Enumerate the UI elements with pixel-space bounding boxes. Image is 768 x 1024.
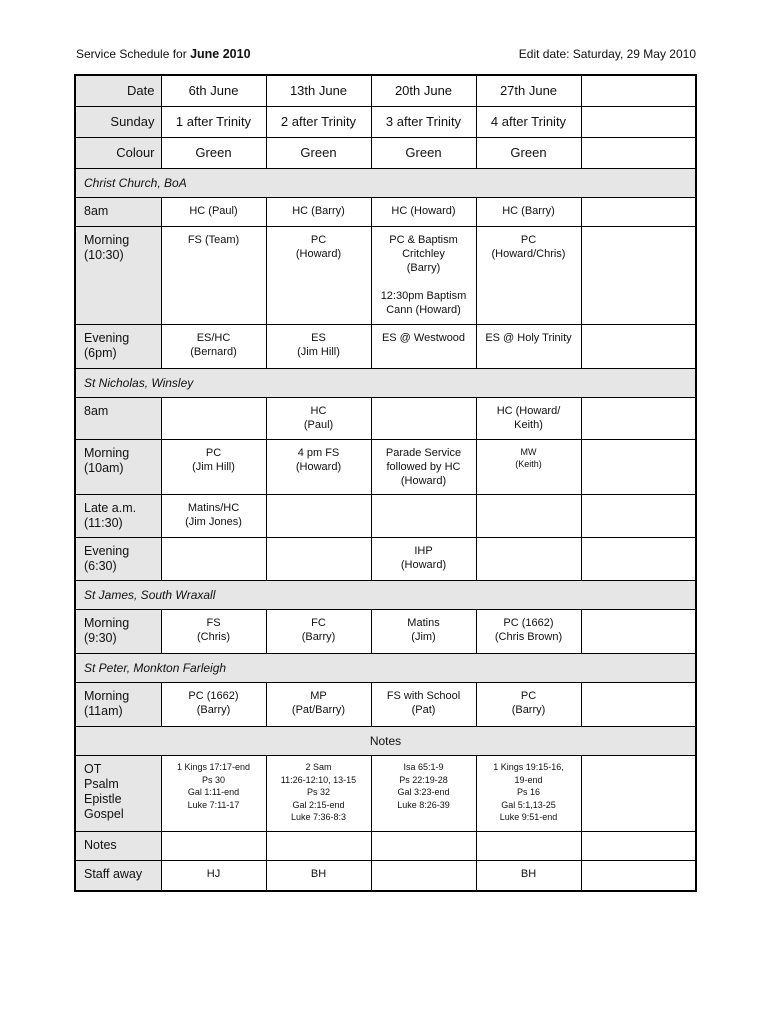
section-title: St James, South Wraxall bbox=[75, 581, 696, 610]
sunday-cell bbox=[581, 107, 696, 138]
service-cell: ES @ Westwood bbox=[381, 332, 466, 344]
date-cell bbox=[581, 75, 696, 107]
readings-label: OT Psalm Epistle Gospel bbox=[84, 762, 124, 821]
date-cell: 13th June bbox=[266, 75, 371, 107]
readings-cell: Isa 65:1-9 Ps 22:19-28 Gal 3:23-end Luke 8:26-39 bbox=[397, 762, 450, 810]
notes-header-row bbox=[75, 727, 696, 756]
service-cell: PC (1662) (Chris Brown) bbox=[494, 617, 563, 643]
service-cell: Matins (Jim) bbox=[407, 617, 440, 643]
service-cell: PC (1662) (Barry) bbox=[188, 690, 239, 716]
service-row bbox=[75, 538, 696, 581]
service-cell: PC (Howard/Chris) bbox=[491, 234, 566, 260]
row-label: Morning (11am) bbox=[84, 689, 130, 718]
row-label: Morning (9:30) bbox=[84, 616, 130, 645]
service-cell: PC (Jim Hill) bbox=[192, 447, 235, 473]
service-cell: PC (Howard) bbox=[295, 234, 342, 260]
notes-title: Notes bbox=[75, 727, 696, 756]
service-cell: Matins/HC (Jim Jones) bbox=[185, 502, 242, 528]
row-label: Evening (6pm) bbox=[84, 331, 130, 360]
staff-away-cell: HJ bbox=[206, 868, 221, 880]
readings-cell: 2 Sam 11:26-12:10, 13-15 Ps 32 Gal 2:15-end Luke 7:36-8:3 bbox=[280, 762, 357, 822]
edit-date: Edit date: Saturday, 29 May 2010 bbox=[518, 47, 696, 61]
row-label: Date bbox=[75, 75, 161, 107]
sunday-row bbox=[75, 107, 696, 138]
date-cell: 6th June bbox=[161, 75, 266, 107]
service-row bbox=[75, 495, 696, 538]
readings-cell: 1 Kings 17:17-end Ps 30 Gal 1:11-end Luke 7:11-17 bbox=[176, 762, 251, 810]
staff-away-row bbox=[75, 861, 696, 891]
service-cell: MW (Keith) bbox=[515, 447, 542, 469]
colour-cell: Green bbox=[161, 138, 266, 169]
colour-cell: Green bbox=[266, 138, 371, 169]
row-label: 8am bbox=[84, 204, 109, 218]
colour-cell: Green bbox=[476, 138, 581, 169]
service-cell: FS with School (Pat) bbox=[386, 690, 461, 716]
title-prefix: Service Schedule for bbox=[76, 47, 187, 61]
date-row bbox=[75, 75, 696, 107]
service-cell: HC (Howard/ Keith) bbox=[496, 405, 561, 431]
section-header bbox=[75, 581, 696, 610]
service-row bbox=[75, 610, 696, 654]
service-cell: PC (Barry) bbox=[511, 690, 546, 716]
service-row bbox=[75, 227, 696, 325]
sunday-cell: 3 after Trinity bbox=[371, 107, 476, 138]
service-cell: HC (Paul) bbox=[303, 405, 334, 431]
document-header bbox=[76, 44, 696, 64]
service-cell: HC (Howard) bbox=[391, 205, 456, 217]
colour-row bbox=[75, 138, 696, 169]
service-cell: HC (Barry) bbox=[502, 205, 555, 217]
service-cell: ES (Jim Hill) bbox=[297, 332, 340, 358]
service-cell: FS (Team) bbox=[187, 234, 240, 246]
staff-away-cell: BH bbox=[310, 868, 327, 880]
notes-row bbox=[75, 832, 696, 861]
service-cell: FS (Chris) bbox=[197, 617, 230, 643]
service-cell: PC & Baptism Critchley (Barry) 12:30pm Baptism Cann (Howard) bbox=[380, 234, 467, 316]
section-header bbox=[75, 654, 696, 683]
date-cell: 27th June bbox=[476, 75, 581, 107]
service-cell: HC (Paul) bbox=[189, 205, 238, 217]
sunday-cell: 2 after Trinity bbox=[266, 107, 371, 138]
row-label: Morning (10am) bbox=[84, 446, 130, 475]
readings-row bbox=[75, 756, 696, 832]
service-cell: IHP (Howard) bbox=[400, 545, 447, 571]
section-header bbox=[75, 369, 696, 398]
service-cell: FC (Barry) bbox=[301, 617, 336, 643]
row-label: Notes bbox=[84, 838, 117, 852]
section-header bbox=[75, 169, 696, 198]
service-row bbox=[75, 198, 696, 227]
row-label: Staff away bbox=[84, 867, 143, 881]
section-title: St Nicholas, Winsley bbox=[75, 369, 696, 398]
section-title: St Peter, Monkton Farleigh bbox=[75, 654, 696, 683]
service-row bbox=[75, 398, 696, 440]
service-cell: 4 pm FS (Howard) bbox=[295, 447, 342, 473]
row-label: Late a.m. (11:30) bbox=[84, 501, 137, 530]
row-label: Sunday bbox=[75, 107, 161, 138]
service-row bbox=[75, 683, 696, 727]
service-cell: ES @ Holy Trinity bbox=[485, 332, 572, 344]
sunday-cell: 4 after Trinity bbox=[476, 107, 581, 138]
staff-away-cell: BH bbox=[520, 868, 537, 880]
readings-cell: 1 Kings 19:15-16, 19-end Ps 16 Gal 5:1,13-25 Luke 9:51-end bbox=[493, 762, 564, 822]
colour-cell: Green bbox=[371, 138, 476, 169]
service-row bbox=[75, 440, 696, 495]
service-row bbox=[75, 325, 696, 369]
sunday-cell: 1 after Trinity bbox=[161, 107, 266, 138]
service-cell: ES/HC (Bernard) bbox=[190, 332, 237, 358]
row-label: Evening (6:30) bbox=[84, 544, 130, 573]
date-cell: 20th June bbox=[371, 75, 476, 107]
service-cell: HC (Barry) bbox=[292, 205, 345, 217]
colour-cell bbox=[581, 138, 696, 169]
title-month: June 2010 bbox=[190, 47, 251, 61]
section-title: Christ Church, BoA bbox=[75, 169, 696, 198]
service-schedule-table bbox=[74, 74, 697, 892]
service-cell: Parade Service followed by HC (Howard) bbox=[385, 447, 462, 487]
service-cell: MP (Pat/Barry) bbox=[291, 690, 346, 716]
row-label: Colour bbox=[75, 138, 161, 169]
row-label: Morning (10:30) bbox=[84, 233, 130, 262]
row-label: 8am bbox=[84, 404, 109, 418]
schedule-title bbox=[76, 47, 251, 61]
